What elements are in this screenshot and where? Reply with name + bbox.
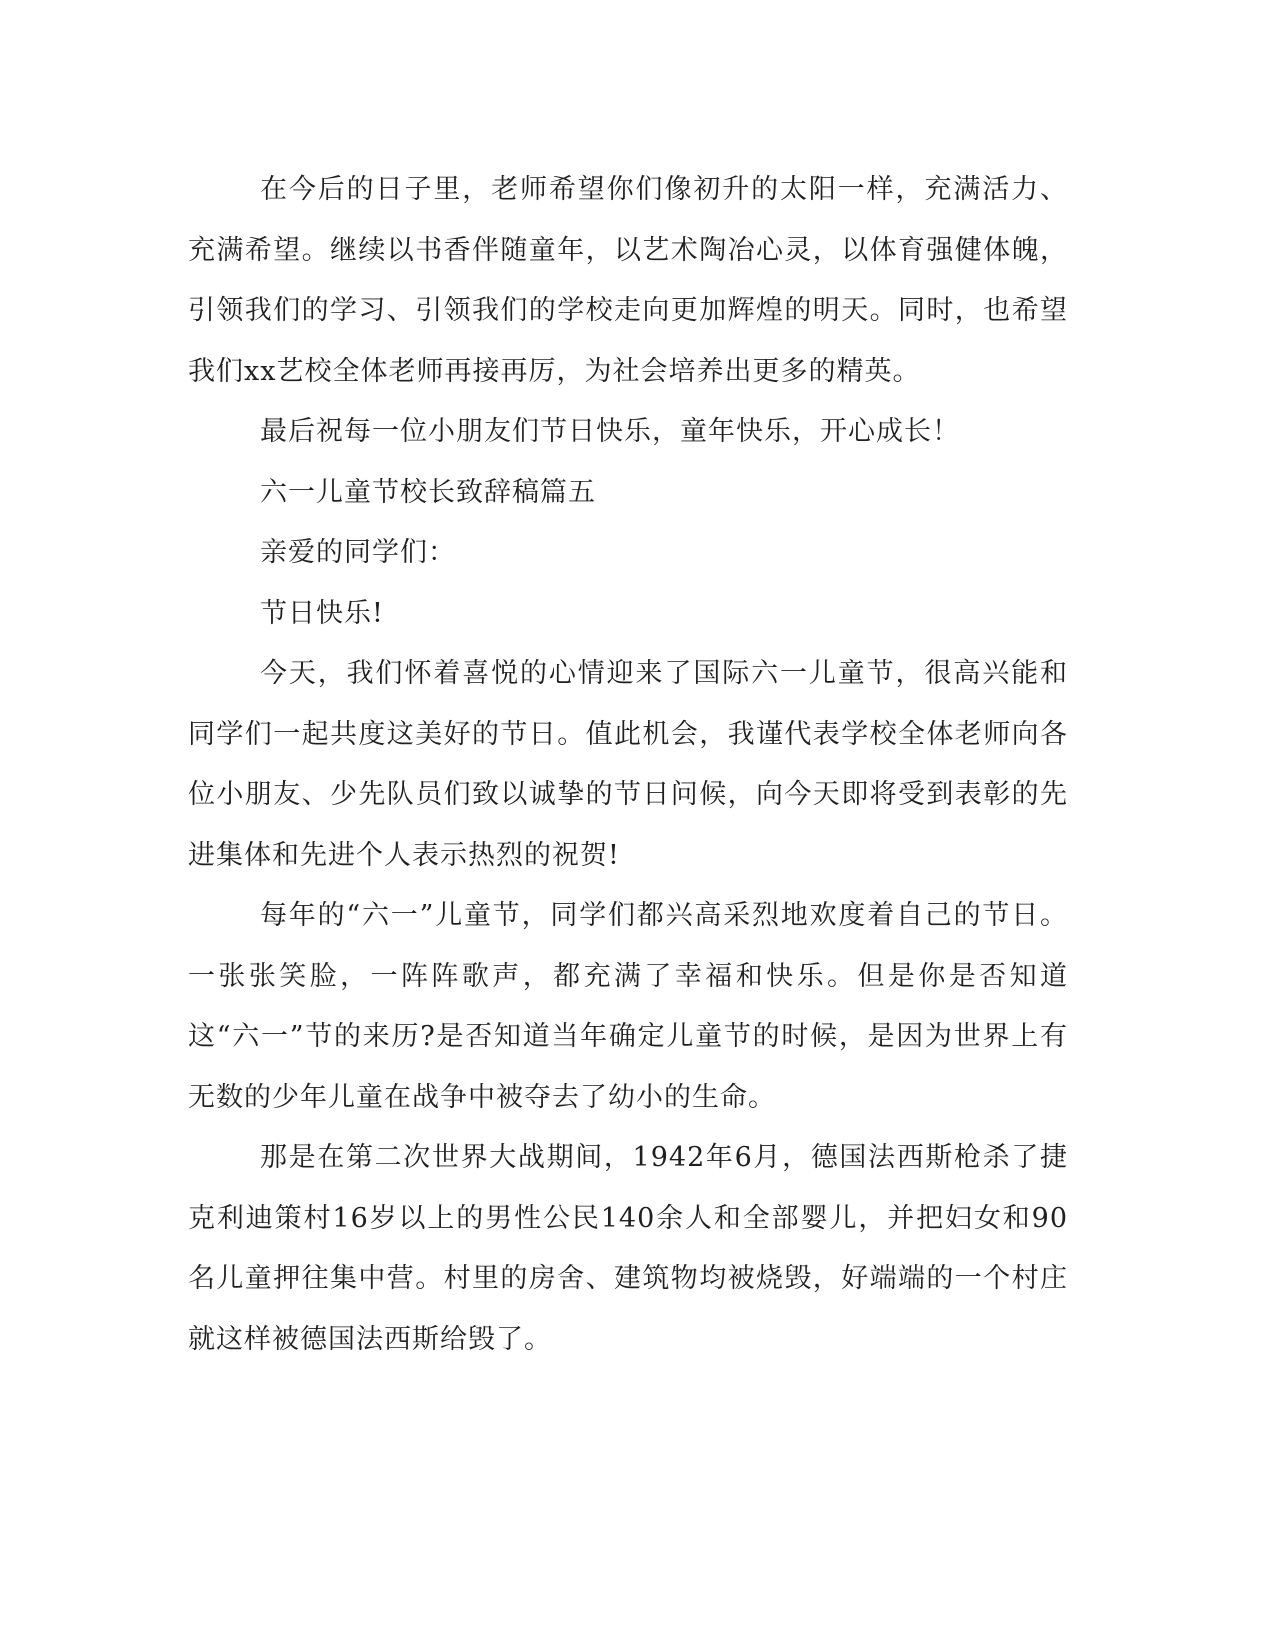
paragraph-history: 那是在第二次世界大战期间，1942年6月，德国法西斯枪杀了捷克利迪策村16岁以上的男性公民140余人和全部婴儿，并把妇女和90名儿童押往集中营。村里的房舍、建筑物均被烧毁，好端端的一个村庄就这样被德国法西斯给毁了。 [188, 1142, 1068, 1355]
paragraph-today: 今天，我们怀着喜悦的心情迎来了国际六一儿童节，很高兴能和同学们一起共度这美好的节日。值此机会，我谨代表学校全体老师向各位小朋友、少先队员们致以诚挚的节日问候，向今天即将受到表彰的先进集体和先进个人表示热烈的祝贺! [188, 658, 1068, 871]
document-body [188, 160, 1068, 1370]
section-heading: 六一儿童节校长致辞稿篇五 [260, 476, 596, 508]
paragraph-final-wishes: 最后祝每一位小朋友们节日快乐，童年快乐，开心成长！ [260, 416, 960, 447]
paragraph-holiday-origin: 每年的“六一”儿童节，同学们都兴高采烈地欢度着自己的节日。一张张笑脸，一阵阵歌声，都充满了幸福和快乐。但是你是否知道这“六一”节的来历?是否知道当年确定儿童节的时候，是因为世界上有无数的少年儿童在战争中被夺去了幼小的生命。 [188, 900, 1068, 1113]
greeting: 节日快乐! [260, 597, 384, 629]
salutation: 亲爱的同学们： [260, 537, 456, 568]
paragraph-future-hopes: 在今后的日子里，老师希望你们像初升的太阳一样，充满活力、充满希望。继续以书香伴随童年，以艺术陶冶心灵，以体育强健体魄，引领我们的学习、引领我们的学校走向更加辉煌的明天。同时，也希望我们xx艺校全体老师再接再厉，为社会培养出更多的精英。 [188, 174, 1068, 387]
